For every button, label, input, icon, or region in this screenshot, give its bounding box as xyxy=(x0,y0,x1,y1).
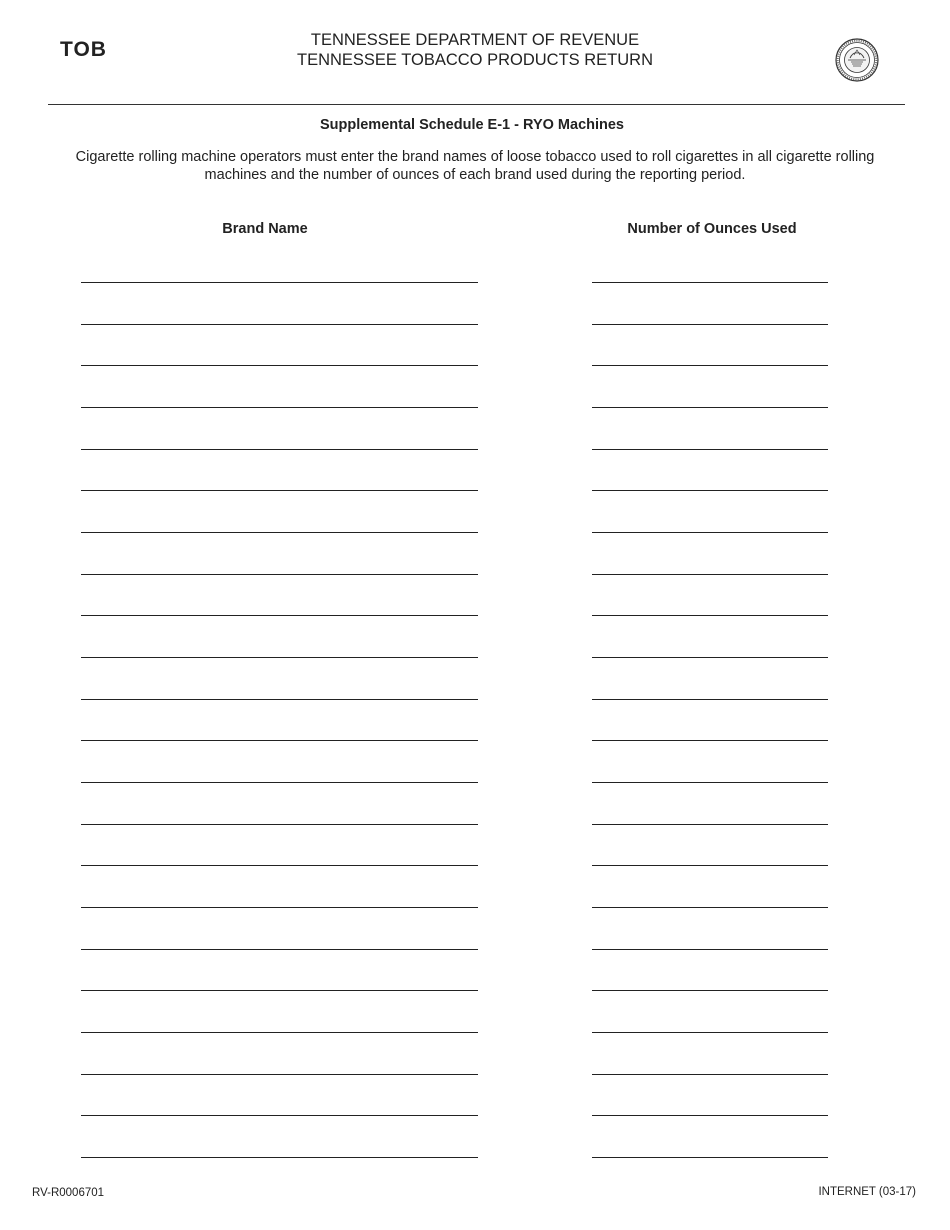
ounces-entry-line[interactable] xyxy=(592,1157,828,1158)
state-seal-icon xyxy=(835,38,879,82)
brand-name-entry-line[interactable] xyxy=(81,740,478,741)
ounces-entry-line[interactable] xyxy=(592,282,828,283)
brand-name-entry-line[interactable] xyxy=(81,990,478,991)
brand-name-entry-line[interactable] xyxy=(81,824,478,825)
ounces-entry-line[interactable] xyxy=(592,740,828,741)
ounces-entry-line[interactable] xyxy=(592,1074,828,1075)
brand-name-entry-line[interactable] xyxy=(81,1074,478,1075)
ounces-entry-line[interactable] xyxy=(592,949,828,950)
ounces-entry-line[interactable] xyxy=(592,407,828,408)
ounces-entry-line[interactable] xyxy=(592,657,828,658)
brand-name-entry-line[interactable] xyxy=(81,532,478,533)
brand-name-entry-line[interactable] xyxy=(81,1032,478,1033)
ounces-entry-line[interactable] xyxy=(592,449,828,450)
instructions: Cigarette rolling machine operators must enter the brand names of loose tobacco used to roll cigarettes in all cigarette rolling machines and the number of ounces of each brand used during the reporting period. xyxy=(75,149,875,183)
return-title: TENNESSEE TOBACCO PRODUCTS RETURN xyxy=(296,51,654,69)
ounces-entry-line[interactable] xyxy=(592,615,828,616)
ounces-entry-line[interactable] xyxy=(592,824,828,825)
ounces-entry-line[interactable] xyxy=(592,1115,828,1116)
ounces-entry-line[interactable] xyxy=(592,699,828,700)
header-divider xyxy=(48,104,905,105)
header-title xyxy=(0,30,950,70)
ounces-entry-line[interactable] xyxy=(592,907,828,908)
brand-name-entry-line[interactable] xyxy=(81,365,478,366)
schedule-title: Supplemental Schedule E-1 - RYO Machines xyxy=(319,117,625,133)
ounces-entry-line[interactable] xyxy=(592,865,828,866)
brand-name-entry-line[interactable] xyxy=(81,407,478,408)
brand-name-entry-line[interactable] xyxy=(81,449,478,450)
form-number: RV-R0006701 xyxy=(32,1187,105,1199)
brand-name-entry-line[interactable] xyxy=(81,490,478,491)
brand-name-entry-line[interactable] xyxy=(81,574,478,575)
brand-name-entry-line[interactable] xyxy=(81,1115,478,1116)
brand-name-entry-line[interactable] xyxy=(81,657,478,658)
ounces-entry-line[interactable] xyxy=(592,990,828,991)
form-code: TOB xyxy=(60,38,107,61)
brand-name-entry-line[interactable] xyxy=(81,699,478,700)
ounces-entry-line[interactable] xyxy=(592,782,828,783)
ounces-entry-line[interactable] xyxy=(592,365,828,366)
brand-name-entry-line[interactable] xyxy=(81,865,478,866)
brand-name-entry-line[interactable] xyxy=(81,324,478,325)
brand-name-entry-line[interactable] xyxy=(81,782,478,783)
ounces-entry-line[interactable] xyxy=(592,574,828,575)
brand-name-entry-line[interactable] xyxy=(81,1157,478,1158)
brand-name-entry-line[interactable] xyxy=(81,615,478,616)
brand-name-entry-line[interactable] xyxy=(81,282,478,283)
brand-name-entry-line[interactable] xyxy=(81,949,478,950)
revision-code: INTERNET (03-17) xyxy=(818,1186,916,1198)
brand-name-entry-line[interactable] xyxy=(81,907,478,908)
ounces-entry-line[interactable] xyxy=(592,324,828,325)
ounces-entry-line[interactable] xyxy=(592,490,828,491)
ounces-entry-line[interactable] xyxy=(592,1032,828,1033)
ounces-used-header: Number of Ounces Used xyxy=(627,221,797,237)
department-name: TENNESSEE DEPARTMENT OF REVENUE xyxy=(310,31,640,49)
brand-name-header: Brand Name xyxy=(222,221,308,237)
ounces-entry-line[interactable] xyxy=(592,532,828,533)
